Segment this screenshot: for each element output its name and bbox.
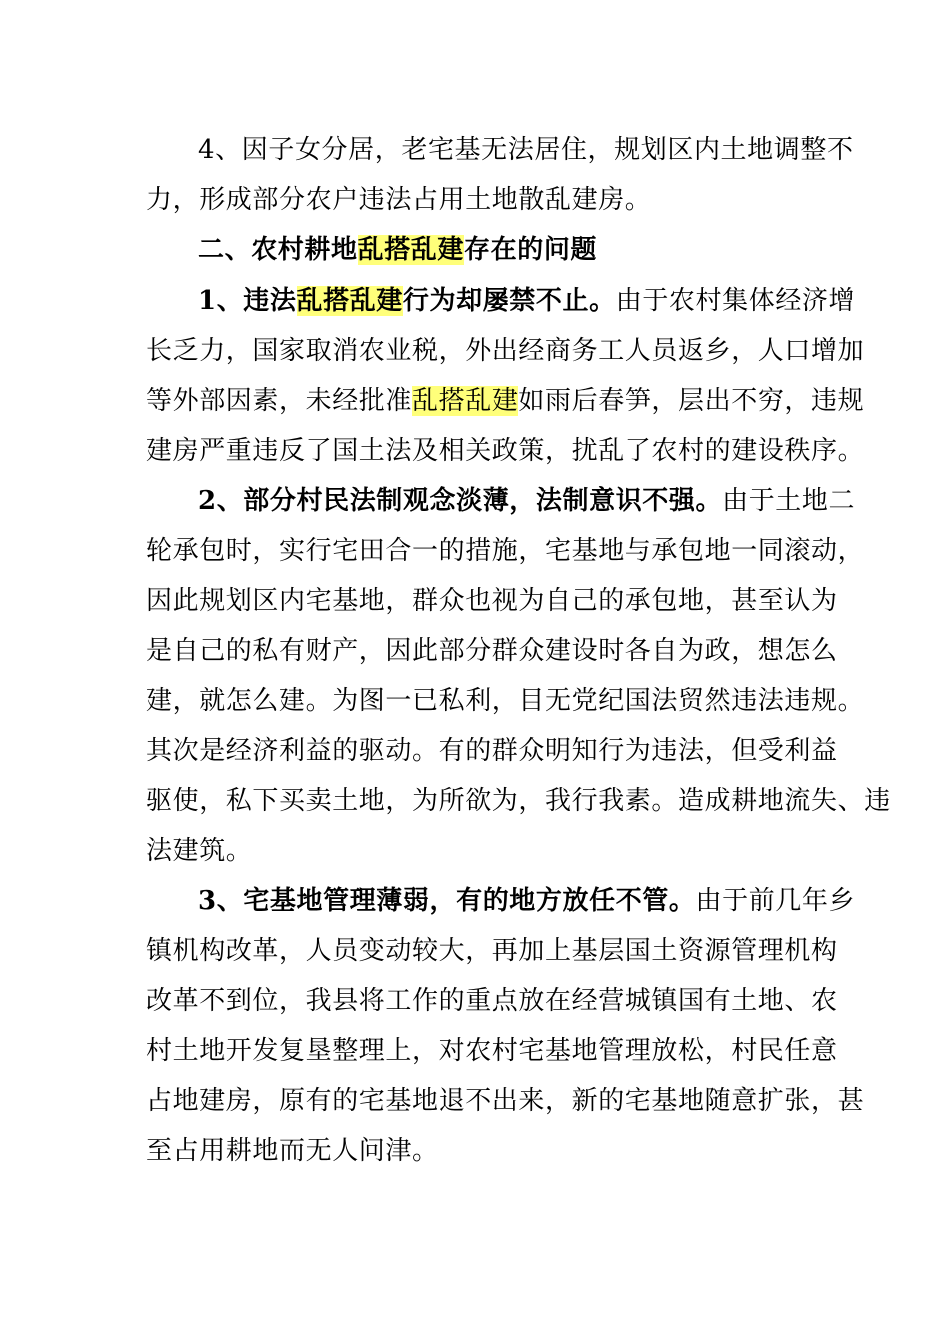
text: 由于前几年乡 (695, 886, 856, 916)
paragraph-line (146, 933, 838, 969)
heading-text: 存在的问题 (464, 235, 598, 265)
text: 由于农村集体经济增 (615, 286, 856, 316)
text: 力，形成部分农户违法占用土地散乱建房。 (146, 185, 652, 215)
bold-lead: 3、宅基地管理薄弱，有的地方放任不管。 (198, 886, 696, 916)
text: 因此规划区内宅基地，群众也视为自己的承包地，甚至认为 (146, 586, 838, 616)
paragraph-line (198, 883, 856, 919)
highlighted-text: 乱搭乱建 (296, 286, 403, 316)
paragraph-line (146, 633, 838, 669)
text: 建，就怎么建。为图一已私利，目无党纪国法贸然违法违规。 (146, 686, 865, 716)
text: 等外部因素，未经批准 (146, 386, 413, 416)
text: 4、因子女分居，老宅基无法居住，规划区内土地调整不 (198, 135, 854, 165)
paragraph-line (146, 1033, 838, 1069)
text: 村土地开发复垦整理上，对农村宅基地管理放松，村民任意 (146, 1036, 838, 1066)
paragraph-line (146, 533, 865, 569)
bold-lead: 2、部分村民法制观念淡薄，法制意识不强。 (198, 486, 723, 516)
text: 建房严重违反了国土法及相关政策，扰乱了农村的建设秩序。 (146, 436, 865, 466)
text: 占地建房，原有的宅基地退不出来，新的宅基地随意扩张，甚 (146, 1086, 865, 1116)
paragraph-line (146, 383, 865, 419)
highlighted-text: 乱搭乱建 (412, 386, 519, 416)
text: 镇机构改革，人员变动较大，再加上基层国土资源管理机构 (146, 936, 838, 966)
paragraph-line (146, 583, 838, 619)
paragraph-line (146, 182, 826, 218)
paragraph-line (198, 132, 854, 168)
paragraph-line (146, 433, 865, 469)
text: 由于土地二 (722, 486, 856, 516)
highlighted-text: 乱搭乱建 (357, 235, 465, 265)
section-heading (198, 232, 826, 268)
text: 至占用耕地而无人问津。 (146, 1136, 439, 1166)
paragraph-line (146, 833, 826, 869)
paragraph-line (198, 283, 856, 319)
paragraph-line (146, 1083, 865, 1119)
paragraph-line (146, 333, 865, 369)
paragraph-line (146, 783, 891, 819)
text: 长乏力，国家取消农业税，外出经商务工人员返乡，人口增加 (146, 336, 865, 366)
text: 如雨后春笋，层出不穷，违规 (518, 386, 865, 416)
text: 其次是经济利益的驱动。有的群众明知行为违法，但受利益 (146, 736, 838, 766)
text: 轮承包时，实行宅田合一的措施，宅基地与承包地一同滚动， (146, 536, 865, 566)
bold-lead: 1、违法 (198, 286, 297, 316)
text: 改革不到位，我县将工作的重点放在经营城镇国有土地、农 (146, 986, 838, 1016)
text: 法建筑。 (146, 836, 253, 866)
heading-text: 二、农村耕地 (198, 235, 358, 265)
paragraph-line (146, 1133, 826, 1169)
bold-lead: 行为却屡禁不止。 (402, 286, 616, 316)
paragraph-line (146, 683, 865, 719)
paragraph-line (198, 483, 856, 519)
text: 是自己的私有财产，因此部分群众建设时各自为政，想怎么 (146, 636, 838, 666)
paragraph-line (146, 733, 838, 769)
text: 驱使，私下买卖土地，为所欲为，我行我素。造成耕地流失、违 (146, 786, 891, 816)
paragraph-line (146, 983, 838, 1019)
